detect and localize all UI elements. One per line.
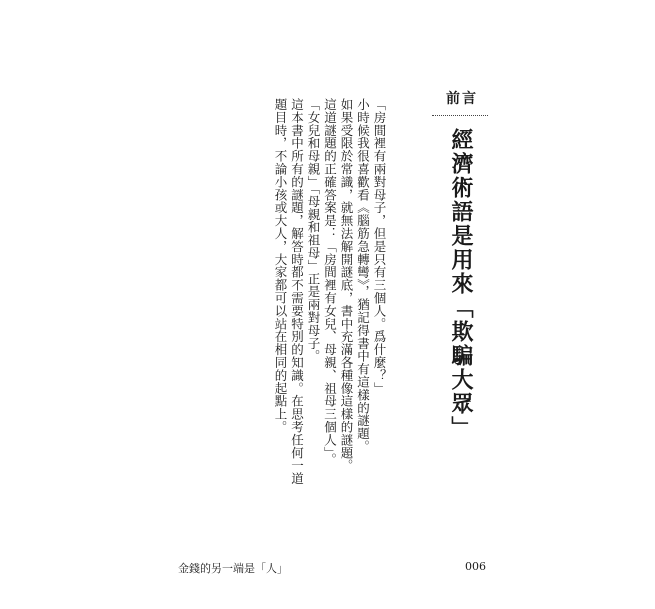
paragraph: 「女兒和母親」「母親和祖母」正是兩對母子。 bbox=[306, 98, 321, 363]
chapter-title: 經濟術語是用來「欺騙大眾」 bbox=[448, 128, 473, 440]
paragraph: 小時候我很喜歡看《腦筋急轉彎》，猶記得書中有這樣的謎題。 bbox=[355, 98, 371, 453]
section-label: 前言 bbox=[446, 91, 478, 107]
paragraph: 如果受限於常識，就無法解開謎底，書中充滿各種像這樣的謎題。 bbox=[339, 98, 354, 473]
dotted-divider bbox=[432, 115, 488, 116]
body-text bbox=[260, 98, 388, 493]
paragraph: 「房間裡有兩對母子，但是只有三個人。爲什麼？」 bbox=[372, 98, 387, 395]
page-number: 006 bbox=[465, 560, 486, 573]
paragraph: 這道謎題的正確答案是：「房間裡有女兒、母親、祖母三個人」。 bbox=[322, 98, 338, 466]
paragraph: 這本書中所有的謎題，解答時都不需要特別的知識。在思考任何一道題目時，不論小孩或大人，大家都可以站在相同的起點上。 bbox=[273, 98, 305, 485]
running-footer-title: 金錢的另一端是「人」 bbox=[178, 562, 288, 575]
